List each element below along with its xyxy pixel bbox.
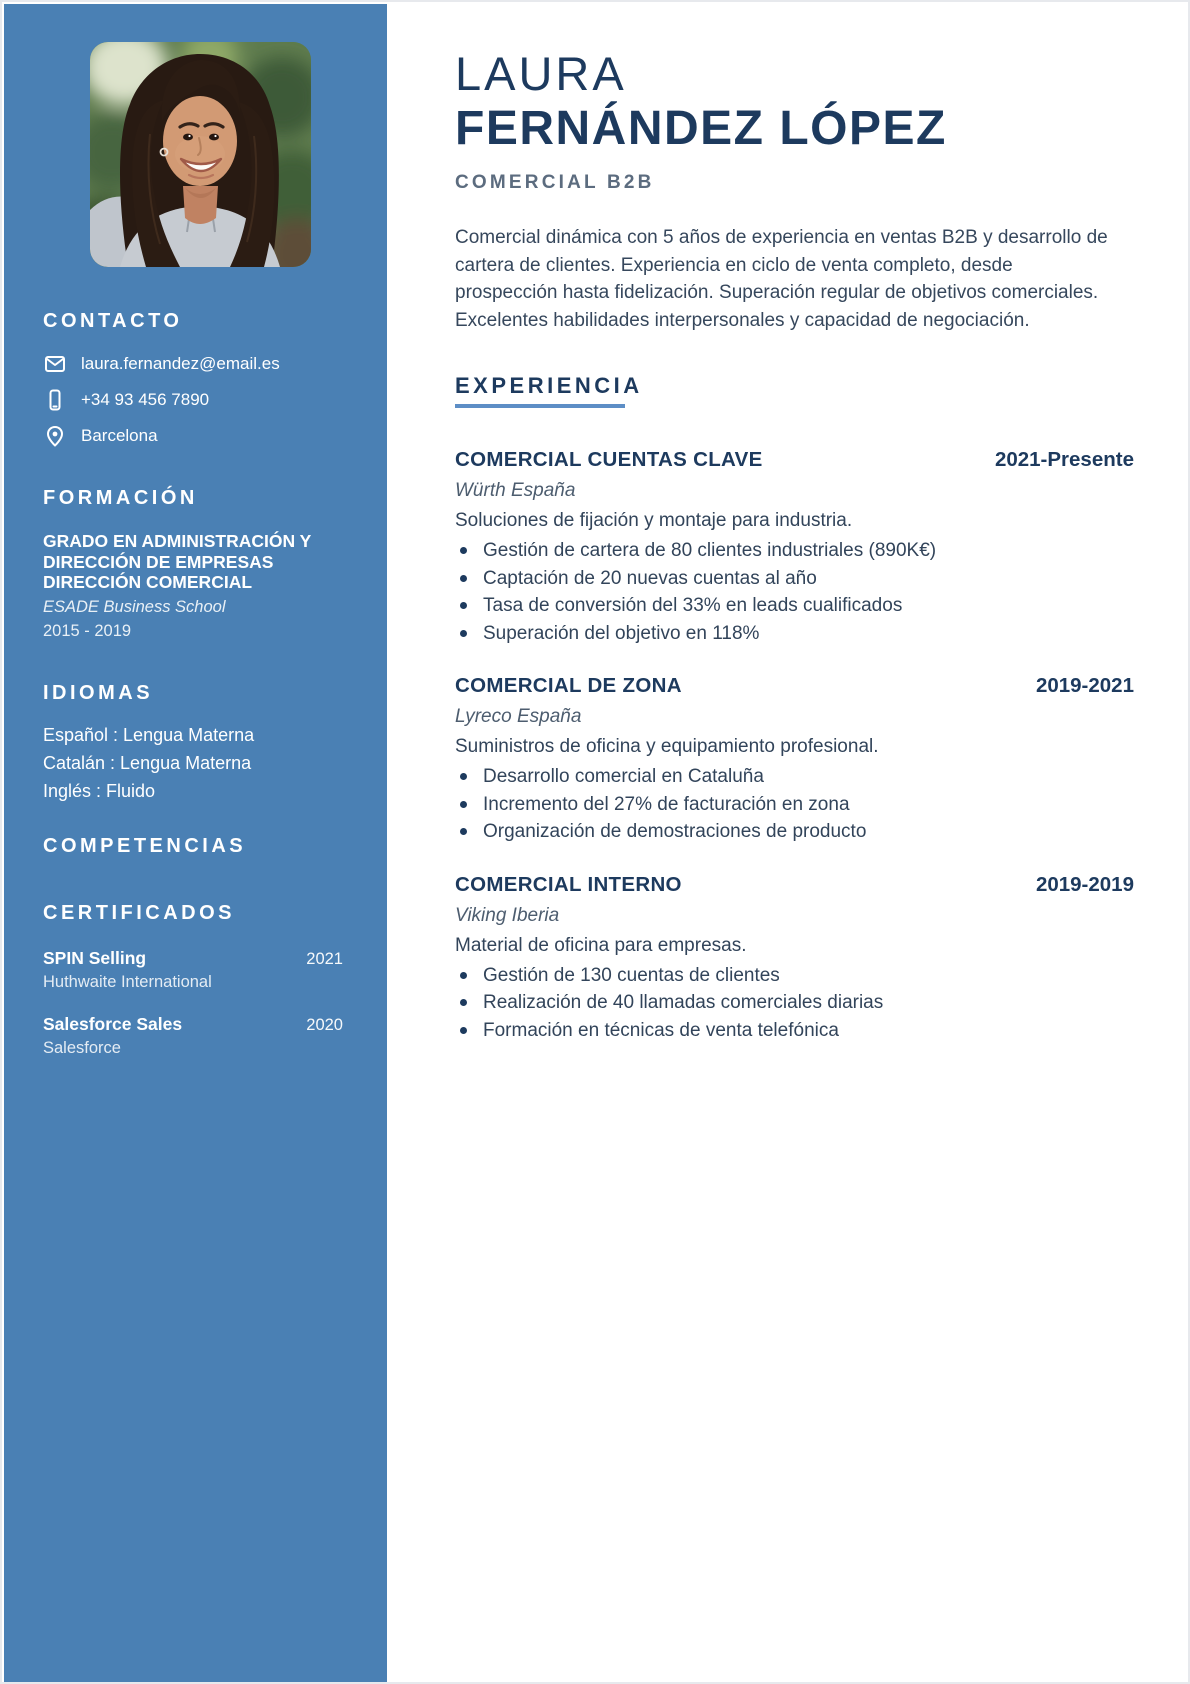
degree-line: DIRECCIÓN COMERCIAL	[43, 572, 253, 592]
profile-photo	[90, 42, 311, 267]
job-dates: 2019-2019	[1035, 872, 1134, 896]
certification-issuer: Huthwaite International	[43, 972, 212, 991]
bullet-item: Realización de 40 llamadas comerciales diarias	[455, 989, 1134, 1017]
bullet-item: Captación de 20 nuevas cuentas al año	[455, 565, 1134, 593]
certification-year: 2020	[306, 1015, 343, 1034]
profile-photo-illustration	[90, 42, 311, 267]
bullet-item: Gestión de 130 cuentas de clientes	[455, 962, 1134, 990]
education-school: ESADE Business School	[43, 597, 226, 616]
contact-heading: CONTACTO	[43, 310, 183, 332]
job-dates: 2021-Presente	[994, 448, 1134, 472]
language-item: Español : Lengua Materna	[43, 724, 255, 745]
job-dates: 2019-2021	[1035, 674, 1134, 698]
experience-heading-underline	[455, 404, 625, 408]
job-description: Material de oficina para empresas.	[455, 934, 747, 956]
education-heading: FORMACIÓN	[43, 487, 198, 509]
education-years: 2015 - 2019	[43, 621, 132, 640]
certification-name: SPIN Selling	[43, 947, 147, 968]
contact-item-location	[43, 424, 343, 448]
certification-item	[43, 1014, 343, 1058]
first-name: LAURA	[455, 47, 627, 100]
job-bullet-list	[455, 763, 1134, 846]
certification-item	[43, 948, 343, 992]
main-content	[455, 4, 1134, 1044]
contact-email-text: laura.fernandez@email.es	[81, 354, 280, 373]
bullet-item: Gestión de cartera de 80 clientes industriales (890K€)	[455, 537, 1134, 565]
certifications-heading: CERTIFICADOS	[43, 901, 235, 924]
job-bullet-list	[455, 962, 1134, 1045]
certification-issuer: Salesforce	[43, 1038, 121, 1057]
bullet-item: Incremento del 27% de facturación en zona	[455, 791, 1134, 819]
languages-heading: IDIOMAS	[43, 681, 154, 704]
job-company: Lyreco España	[455, 706, 582, 728]
degree-line: GRADO EN ADMINISTRACIÓN Y	[43, 531, 312, 551]
contact-item-email	[43, 352, 343, 376]
sidebar	[4, 4, 387, 1682]
location-pin-icon	[43, 424, 69, 448]
bullet-item: Organización de demostraciones de producto	[455, 818, 1134, 846]
education-degree	[43, 531, 343, 593]
experience-heading: EXPERIENCIA	[455, 373, 643, 399]
job-description: Soluciones de fijación y montaje para industria.	[455, 510, 853, 532]
experience-job	[455, 448, 1134, 647]
certification-name: Salesforce Sales	[43, 1013, 183, 1034]
job-description: Suministros de oficina y equipamiento profesional.	[455, 736, 879, 758]
language-item: Inglés : Fluido	[43, 780, 156, 801]
job-bullet-list	[455, 537, 1134, 647]
certification-year: 2021	[306, 949, 343, 968]
job-title: COMERCIAL DE ZONA	[455, 674, 682, 698]
job-title: COMERCIAL CUENTAS CLAVE	[455, 448, 763, 472]
contact-list	[43, 352, 343, 448]
bullet-item: Tasa de conversión del 33% en leads cualificados	[455, 592, 1134, 620]
bullet-item: Superación del objetivo en 118%	[455, 620, 1134, 648]
experience-job	[455, 674, 1134, 846]
last-name: FERNÁNDEZ LÓPEZ	[455, 101, 947, 155]
contact-location-text: Barcelona	[81, 426, 158, 445]
skills-heading: COMPETENCIAS	[43, 834, 247, 857]
degree-line: DIRECCIÓN DE EMPRESAS	[43, 551, 274, 572]
contact-item-phone	[43, 388, 343, 412]
bullet-item: Desarrollo comercial en Cataluña	[455, 763, 1134, 791]
mail-icon	[43, 352, 69, 376]
bullet-item: Formación en técnicas de venta telefónica	[455, 1017, 1134, 1045]
profile-summary: Comercial dinámica con 5 años de experiencia en ventas B2B y desarrollo de cartera de clientes. Experiencia en ciclo de venta completo, desde prospección hasta fidelización. Superación regular de objetivos comerciales. Excelentes habilidades interpersonales y capacidad de negociación.	[455, 227, 1108, 331]
languages-list	[43, 721, 343, 805]
contact-phone-text: +34 93 456 7890	[81, 390, 210, 409]
experience-job	[455, 873, 1134, 1045]
job-title: COMERCIAL INTERNO	[455, 872, 682, 896]
language-item: Catalán : Lengua Materna	[43, 752, 252, 773]
phone-icon	[43, 388, 69, 412]
job-company: Viking Iberia	[455, 904, 560, 926]
job-title-subtitle: COMERCIAL B2B	[455, 172, 655, 194]
job-company: Würth España	[455, 480, 576, 502]
